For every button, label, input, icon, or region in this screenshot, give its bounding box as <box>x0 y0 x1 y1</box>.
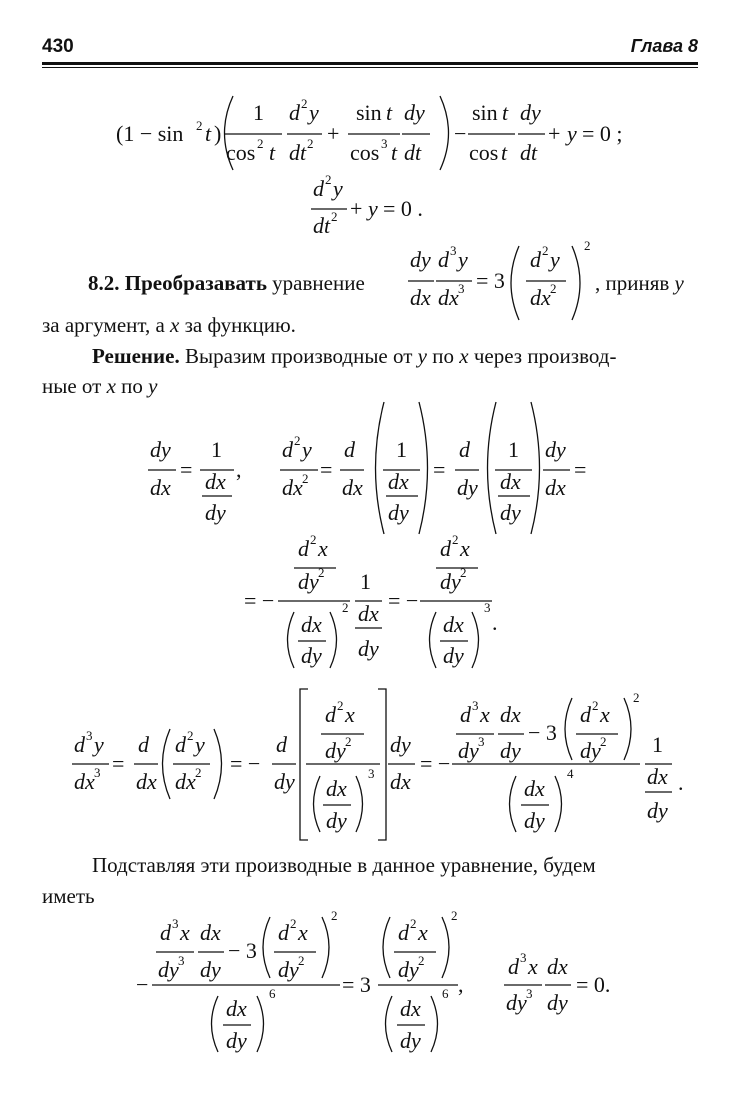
solution-text-c: через производ- <box>473 344 617 368</box>
svg-text:t: t <box>269 140 276 165</box>
problem-line2-suffix: за функцию. <box>184 313 296 337</box>
svg-text:dy: dy <box>500 738 521 763</box>
svg-text:= 0.: = 0. <box>576 972 611 997</box>
solution-text-d: ные от <box>42 374 102 398</box>
svg-text:(1 − sin: (1 − sin <box>116 121 184 146</box>
svg-text:dy: dy <box>205 500 226 525</box>
svg-text:t: t <box>205 121 212 146</box>
svg-text:dx: dx <box>326 776 347 801</box>
chapter-title: Глава 8 <box>630 36 698 56</box>
svg-text:2: 2 <box>337 698 344 713</box>
svg-text:2: 2 <box>542 243 549 258</box>
svg-text:3: 3 <box>178 953 185 968</box>
svg-text:dy: dy <box>410 247 431 272</box>
svg-text:2: 2 <box>195 765 202 780</box>
svg-text:d: d <box>580 702 591 727</box>
svg-text:dy: dy <box>301 643 322 668</box>
svg-text:x: x <box>480 702 490 727</box>
svg-text:dy: dy <box>400 1028 421 1053</box>
svg-text:2: 2 <box>584 238 591 253</box>
svg-text:=: = <box>574 457 587 482</box>
svg-text:y: y <box>309 100 319 125</box>
svg-text:sin: sin <box>472 100 498 125</box>
svg-text:3: 3 <box>472 698 479 713</box>
svg-text:1: 1 <box>360 569 371 594</box>
svg-text:dy: dy <box>458 738 479 763</box>
svg-text:dy: dy <box>506 990 527 1015</box>
svg-text:cos: cos <box>226 140 256 165</box>
svg-text:y: y <box>368 196 378 221</box>
substitution-text-1: Подставляя эти производные в данное уравнение, будем <box>92 853 596 877</box>
svg-text:d: d <box>344 437 355 462</box>
svg-text:3: 3 <box>520 950 527 965</box>
svg-text:1: 1 <box>396 437 407 462</box>
svg-text:3: 3 <box>526 986 533 1001</box>
svg-text:d: d <box>298 536 309 561</box>
svg-text:d: d <box>138 732 149 757</box>
svg-text:dx: dx <box>438 285 459 310</box>
svg-text:y: y <box>567 121 577 146</box>
svg-text:+: + <box>350 196 363 221</box>
svg-text:3: 3 <box>94 765 101 780</box>
svg-text:x: x <box>528 954 538 979</box>
svg-text:+: + <box>548 121 561 146</box>
var-x: x <box>106 374 116 398</box>
svg-text:y: y <box>550 247 560 272</box>
svg-text:d: d <box>440 536 451 561</box>
svg-text:1: 1 <box>652 732 663 757</box>
svg-text:=: = <box>112 751 125 776</box>
svg-text:d: d <box>289 100 300 125</box>
svg-text:= −: = − <box>388 588 419 613</box>
svg-text:d: d <box>459 437 470 462</box>
svg-text:x: x <box>298 920 308 945</box>
svg-text:dx: dx <box>547 954 568 979</box>
svg-text:=: = <box>433 457 446 482</box>
svg-text:dy: dy <box>500 500 521 525</box>
svg-text:3: 3 <box>450 243 457 258</box>
svg-text:x: x <box>180 920 190 945</box>
svg-text:d: d <box>278 920 289 945</box>
var-y: y <box>674 271 684 295</box>
var-x: x <box>170 313 180 337</box>
svg-text:2: 2 <box>451 908 458 923</box>
svg-text:2: 2 <box>187 728 194 743</box>
svg-text:x: x <box>418 920 428 945</box>
svg-text:dy: dy <box>545 437 566 462</box>
svg-text:dy: dy <box>520 100 541 125</box>
svg-text:d: d <box>313 176 324 201</box>
svg-text:dy: dy <box>547 990 568 1015</box>
problem-number: 8.2. Преобразавать <box>88 271 267 295</box>
svg-text:d: d <box>160 920 171 945</box>
svg-text:cos: cos <box>350 140 380 165</box>
svg-text:2: 2 <box>307 136 314 151</box>
svg-text:dx: dx <box>200 920 221 945</box>
svg-text:dx: dx <box>282 475 303 500</box>
svg-text:2: 2 <box>633 690 640 705</box>
svg-text:4: 4 <box>567 766 574 781</box>
svg-text:− 3: − 3 <box>228 938 257 963</box>
svg-text:dy: dy <box>404 100 425 125</box>
svg-text:cos: cos <box>469 140 499 165</box>
svg-text:dy: dy <box>398 957 419 982</box>
svg-text:2: 2 <box>418 953 425 968</box>
svg-text:dt: dt <box>404 140 422 165</box>
svg-text:dy: dy <box>325 738 346 763</box>
svg-text:=: = <box>180 457 193 482</box>
svg-text:3: 3 <box>86 728 93 743</box>
svg-text:dx: dx <box>647 764 668 789</box>
svg-text:dx: dx <box>500 469 521 494</box>
svg-text:6: 6 <box>269 986 276 1001</box>
svg-text:y: y <box>333 176 343 201</box>
svg-text:dy: dy <box>150 437 171 462</box>
page-number: 430 <box>42 36 74 57</box>
svg-text:2: 2 <box>310 532 317 547</box>
svg-text:6: 6 <box>442 986 449 1001</box>
svg-text:2: 2 <box>331 209 338 224</box>
svg-text:dx: dx <box>358 601 379 626</box>
svg-text:dx: dx <box>342 475 363 500</box>
svg-text:.: . <box>492 610 498 635</box>
svg-text:dx: dx <box>175 769 196 794</box>
svg-text:2: 2 <box>302 471 309 486</box>
svg-text:dx: dx <box>136 769 157 794</box>
svg-text:=: = <box>320 457 333 482</box>
svg-text:2: 2 <box>301 96 308 111</box>
svg-text:dy: dy <box>158 957 179 982</box>
solution-label: Решение. <box>92 344 180 368</box>
svg-text:3: 3 <box>458 281 465 296</box>
svg-text:dt: dt <box>289 140 307 165</box>
svg-text:2: 2 <box>196 118 203 133</box>
svg-text:d: d <box>175 732 186 757</box>
svg-text:x: x <box>318 536 328 561</box>
svg-text:1: 1 <box>508 437 519 462</box>
svg-text:−: − <box>454 121 467 146</box>
svg-text:x: x <box>345 702 355 727</box>
svg-text:dy: dy <box>647 798 668 823</box>
svg-text:d: d <box>282 437 293 462</box>
problem-line2-prefix: за аргумент, а <box>42 313 165 337</box>
svg-text:dt: dt <box>313 213 331 238</box>
svg-text:2: 2 <box>410 916 417 931</box>
svg-text:= 0 ;: = 0 ; <box>582 121 623 146</box>
svg-text:,: , <box>236 457 242 482</box>
svg-text:d: d <box>325 702 336 727</box>
svg-text:2: 2 <box>294 433 301 448</box>
svg-text:3: 3 <box>478 734 485 749</box>
svg-text:dx: dx <box>226 996 247 1021</box>
svg-text:2: 2 <box>257 136 264 151</box>
svg-text:sin: sin <box>356 100 382 125</box>
problem-text-after: , приняв <box>595 271 670 295</box>
svg-text:d: d <box>460 702 471 727</box>
svg-text:dy: dy <box>326 808 347 833</box>
svg-text:dx: dx <box>443 612 464 637</box>
svg-text:dy: dy <box>457 475 478 500</box>
svg-text:2: 2 <box>318 565 325 580</box>
svg-text:dx: dx <box>530 285 551 310</box>
svg-text:d: d <box>398 920 409 945</box>
svg-text:d: d <box>74 732 85 757</box>
svg-text:dx: dx <box>390 769 411 794</box>
svg-text:dx: dx <box>545 475 566 500</box>
svg-text:d: d <box>276 732 287 757</box>
svg-text:dy: dy <box>388 500 409 525</box>
svg-text:x: x <box>460 536 470 561</box>
svg-text:3: 3 <box>381 136 388 151</box>
svg-text:2: 2 <box>460 565 467 580</box>
svg-text:3: 3 <box>172 916 179 931</box>
svg-text:d: d <box>530 247 541 272</box>
svg-text:2: 2 <box>550 281 557 296</box>
svg-text:dx: dx <box>388 469 409 494</box>
svg-text:t: t <box>501 140 508 165</box>
svg-text:2: 2 <box>298 953 305 968</box>
svg-text:,: , <box>458 972 464 997</box>
svg-text:y: y <box>195 732 205 757</box>
svg-text:y: y <box>94 732 104 757</box>
var-y: y <box>148 374 158 398</box>
svg-text:−: − <box>136 972 149 997</box>
svg-text:dx: dx <box>500 702 521 727</box>
var-x: x <box>459 344 469 368</box>
svg-text:dy: dy <box>274 769 295 794</box>
svg-text:= −: = − <box>420 751 451 776</box>
svg-text:dy: dy <box>278 957 299 982</box>
svg-text:dy: dy <box>298 569 319 594</box>
svg-text:dt: dt <box>520 140 538 165</box>
svg-text:2: 2 <box>345 734 352 749</box>
svg-text:= 3: = 3 <box>342 972 371 997</box>
svg-text:2: 2 <box>290 916 297 931</box>
var-y: y <box>417 344 427 368</box>
svg-text:): ) <box>214 121 222 146</box>
svg-text:dx: dx <box>150 475 171 500</box>
svg-text:y: y <box>302 437 312 462</box>
svg-text:.: . <box>678 770 684 795</box>
svg-text:1: 1 <box>211 437 222 462</box>
svg-text:dx: dx <box>205 469 226 494</box>
svg-text:dx: dx <box>524 776 545 801</box>
svg-text:t: t <box>391 140 398 165</box>
svg-text:d: d <box>508 954 519 979</box>
svg-text:t: t <box>386 100 393 125</box>
svg-text:dy: dy <box>358 636 379 661</box>
svg-text:1: 1 <box>253 100 264 125</box>
svg-text:2: 2 <box>325 172 332 187</box>
svg-text:dy: dy <box>440 569 461 594</box>
svg-text:dx: dx <box>410 285 431 310</box>
svg-text:dx: dx <box>400 996 421 1021</box>
svg-text:= 3: = 3 <box>476 268 505 293</box>
svg-text:x: x <box>600 702 610 727</box>
svg-text:= 0 .: = 0 . <box>383 196 423 221</box>
svg-text:y: y <box>458 247 468 272</box>
substitution-text-2: иметь <box>42 884 95 908</box>
svg-text:t: t <box>502 100 509 125</box>
svg-text:dx: dx <box>301 612 322 637</box>
svg-text:dy: dy <box>390 732 411 757</box>
svg-text:2: 2 <box>452 532 459 547</box>
svg-text:2: 2 <box>331 908 338 923</box>
svg-text:2: 2 <box>600 734 607 749</box>
solution-text-a: Выразим производные от <box>184 344 413 368</box>
svg-text:3: 3 <box>484 600 491 615</box>
svg-text:dy: dy <box>226 1028 247 1053</box>
svg-text:3: 3 <box>368 766 375 781</box>
svg-text:dy: dy <box>580 738 601 763</box>
solution-text-e: по <box>121 374 143 398</box>
problem-text: уравнение <box>272 271 365 295</box>
svg-text:dx: dx <box>74 769 95 794</box>
svg-text:dy: dy <box>200 957 221 982</box>
solution-text-b: по <box>432 344 454 368</box>
svg-text:d: d <box>438 247 449 272</box>
svg-text:dy: dy <box>443 643 464 668</box>
svg-text:2: 2 <box>342 600 349 615</box>
svg-text:dy: dy <box>524 808 545 833</box>
svg-text:= −: = − <box>230 751 261 776</box>
svg-text:− 3: − 3 <box>528 720 557 745</box>
svg-text:= −: = − <box>244 588 275 613</box>
svg-text:+: + <box>327 121 340 146</box>
svg-text:2: 2 <box>592 698 599 713</box>
